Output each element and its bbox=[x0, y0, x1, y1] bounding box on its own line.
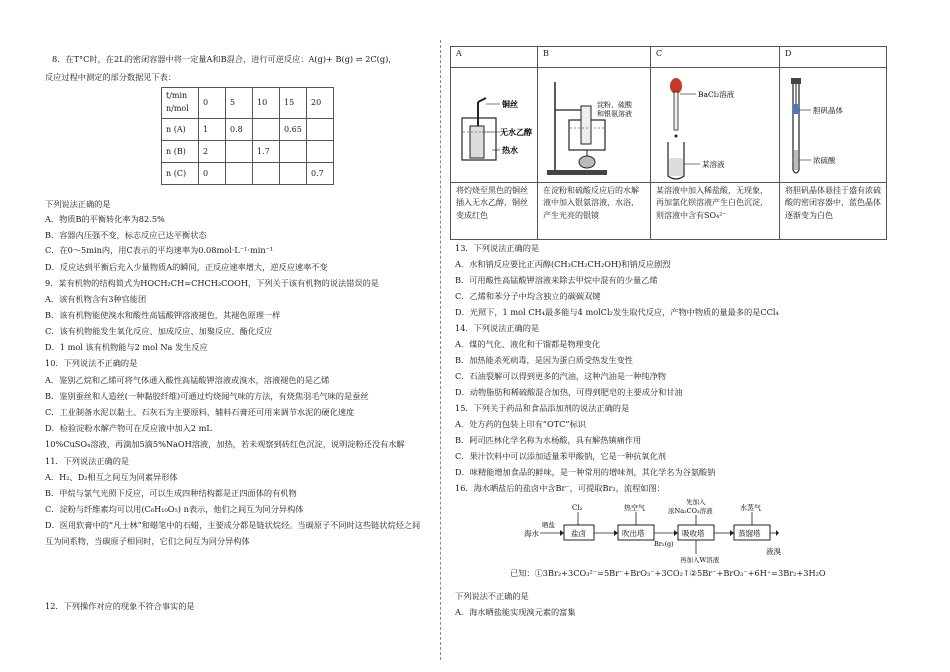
q10-option-b: B．鉴别蚕丝和人造丝(一种黏胶纤维)可通过灼烧闻气味的方法，有烧焦羽毛气味的是蚕丝 bbox=[45, 391, 369, 401]
flow-under-label: 再加入W溶液 bbox=[680, 556, 720, 564]
q9-option-c: C．该有机物能发生氧化反应、加成反应、加聚反应、酯化反应 bbox=[45, 326, 273, 336]
table-cell bbox=[280, 141, 307, 163]
exp-label-b: B bbox=[538, 47, 651, 68]
flow-input: 先加入 bbox=[686, 498, 706, 506]
q10-stem: 10．下列说法不正确的是 bbox=[45, 358, 138, 368]
q11-option-d-cont: 互为同系物，当碳原子相同时，它们之间互为同分异构体 bbox=[45, 536, 250, 546]
table-row bbox=[162, 141, 334, 163]
q8-data-table bbox=[161, 87, 334, 185]
q11-option-a: A．H₂、D₂相互之间互为同素异形体 bbox=[45, 472, 178, 482]
table-cell: 1.7 bbox=[253, 141, 280, 163]
apparatus-label: 热水 bbox=[502, 145, 518, 155]
q9-option-b: B．该有机物能使溴水和酸性高锰酸钾溶液褪色，其褪色原理一样 bbox=[45, 310, 281, 320]
table-cell: 0.8 bbox=[226, 119, 253, 141]
time-header: 10 bbox=[253, 88, 280, 119]
q13-option-a: A．水和钠反应要比正丙醇(CH₃CH₂CH₂OH)和钠反应剧烈 bbox=[455, 259, 671, 269]
time-header: 5 bbox=[226, 88, 253, 119]
flow-source: 海水 bbox=[524, 529, 539, 538]
q13-option-b: B．可用酸性高锰酸钾溶液来除去甲烷中混有的少量乙烯 bbox=[455, 275, 658, 285]
bromine-process-flowchart bbox=[520, 498, 790, 566]
q11-option-c: C．淀粉与纤维素均可以用(C₆H₁₀O₅) n表示，他们之间互为同分异构体 bbox=[45, 504, 304, 514]
q13-stem: 13．下列说法正确的是 bbox=[455, 243, 540, 253]
table-row bbox=[162, 163, 334, 185]
left-column bbox=[0, 0, 440, 672]
q16-stem2: 下列说法不正确的是 bbox=[455, 591, 529, 601]
q8-intro2: 反应过程中测定的部分数据见下表： bbox=[45, 72, 177, 82]
table-cell bbox=[226, 141, 253, 163]
time-header: 0 bbox=[199, 88, 226, 119]
flow-input: 热空气 bbox=[624, 504, 645, 512]
q9-option-a: A．该有机物含有3种官能团 bbox=[45, 294, 147, 304]
time-header: 15 bbox=[280, 88, 307, 119]
exp-desc-a: 将灼烧至黑色的铜丝插入无水乙醇，铜丝变成红色 bbox=[451, 183, 538, 240]
q8-option-d: D．反应达到平衡后充入少量物质A的瞬间，正反应速率增大，逆反应速率不变 bbox=[45, 262, 328, 272]
apparatus-label: BaCl₂溶液 bbox=[698, 90, 735, 99]
q14-option-c: C．石油裂解可以得到更多的汽油，这种汽油是一种纯净物 bbox=[455, 371, 666, 381]
q14-option-d: D．动物脂肪和稀硫酸混合加热，可得到肥皂的主要成分和甘油 bbox=[455, 387, 683, 397]
table-cell: 0.7 bbox=[307, 163, 334, 185]
exp-label-c: C bbox=[651, 47, 780, 68]
q8-intro: 8．在T°C时，在2L的密闭容器中将一定量A和B混合，进行可逆反应：A(g)+ B(g) ⇌ 2C(g)， bbox=[52, 54, 397, 64]
table-cell bbox=[280, 163, 307, 185]
flow-step-label: 盐卤 bbox=[571, 529, 586, 538]
q14-stem: 14．下列说法正确的是 bbox=[455, 323, 540, 333]
exp-label-a: A bbox=[451, 47, 538, 68]
q15-option-a: A．处方药的包装上印有“OTC”标识 bbox=[455, 419, 586, 429]
flow-under-label: Br₂(g) bbox=[654, 540, 674, 548]
q10-option-a: A．鉴别乙烷和乙烯可将气体通入酸性高锰酸钾溶液或溴水，溶液褪色的是乙烯 bbox=[45, 375, 330, 385]
table-cell bbox=[253, 163, 280, 185]
column-divider bbox=[440, 40, 441, 660]
flow-step-label: 吸收塔 bbox=[682, 529, 705, 538]
table-cell: 2 bbox=[199, 141, 226, 163]
apparatus-label: 淀粉、硫酸 bbox=[597, 101, 632, 109]
q11-option-d: D．医用软膏中的“凡士林”和蜡笔中的石蜡，主要成分都是链状烷烃。当碳原子不同时这些链状烷烃之间 bbox=[45, 520, 421, 530]
q14-option-a: A．煤的气化、液化和干馏都是物理变化 bbox=[455, 339, 601, 349]
flow-after-source: 晒盐 bbox=[542, 521, 555, 529]
q12-stem: 12．下列操作对应的现象不符合事实的是 bbox=[45, 601, 195, 611]
table-cell: 1 bbox=[199, 119, 226, 141]
table-cell bbox=[307, 141, 334, 163]
corner-bottom: n/mol bbox=[166, 104, 189, 113]
q13-option-d: D．光照下，1 mol CH₄最多能与4 molCl₂发生取代反应，产物中物质的量最多的是CCl₄ bbox=[455, 307, 779, 317]
q9-option-d: D．1 mol 该有机物能与2 mol Na 发生反应 bbox=[45, 342, 208, 352]
apparatus-label: 铜丝 bbox=[502, 99, 518, 109]
q15-option-d: D．味精能增加食品的鲜味，是一种常用的增味剂，其化学名为谷氨酸钠 bbox=[455, 467, 716, 477]
table-cell: 0 bbox=[199, 163, 226, 185]
table-cell: 0.65 bbox=[280, 119, 307, 141]
row-label: n (B) bbox=[162, 141, 199, 163]
q8-option-a: A．物质B的平衡转化率为82.5% bbox=[45, 214, 165, 224]
q10-option-c: C．工业制备水泥以黏土、石灰石为主要原料，辅料石膏还可用来调节水泥的硬化速度 bbox=[45, 407, 355, 417]
table-row bbox=[162, 88, 334, 119]
flow-step-label: 吹出塔 bbox=[622, 529, 645, 538]
flow-step-product: 液溴 bbox=[766, 547, 781, 556]
flow-input: 水蒸气 bbox=[740, 504, 761, 512]
exp-label-d: D bbox=[780, 47, 887, 68]
q8-stem: 下列说法正确的是 bbox=[45, 199, 111, 209]
row-label: n (A) bbox=[162, 119, 199, 141]
time-header: 20 bbox=[307, 88, 334, 119]
table-row bbox=[162, 119, 334, 141]
exp-desc-d: 将胆矾晶体悬挂于盛有浓硫酸的密闭容器中，蓝色晶体逐渐变为白色 bbox=[780, 183, 887, 240]
q9-stem: 9．某有机物的结构简式为HOCH₂CH=CHCH₂COOH，下列关于该有机物的说法错误的是 bbox=[45, 278, 379, 288]
apparatus-label: 某溶液 bbox=[702, 160, 725, 169]
row-label: n (C) bbox=[162, 163, 199, 185]
flow-step-label: 蒸馏塔 bbox=[738, 529, 761, 538]
q10-option-d-cont: 10%CuSO₄溶液，再滴加5滴5%NaOH溶液，加热，若未观察到砖红色沉淀，说明淀粉还没有水解 bbox=[45, 439, 405, 449]
q16-known-equations: 已知：①3Br₂+3CO₃²⁻=5Br⁻+BrO₃⁻+3CO₂↑②5Br⁻+BrO₃⁻+6H⁺=3Br₂+3H₂O bbox=[510, 568, 826, 578]
table-cell bbox=[226, 163, 253, 185]
q10-option-d: D．检验淀粉水解产物可在反应液中加入2 mL bbox=[45, 423, 212, 433]
table-cell bbox=[253, 119, 280, 141]
apparatus-label: 和银氨溶液 bbox=[597, 110, 632, 118]
q13-option-c: C．乙烯和苯分子中均含独立的碳碳双键 bbox=[455, 291, 601, 301]
q8-option-c: C．在0～5min内，用C表示的平均速率为0.08mol·L⁻¹·min⁻¹ bbox=[45, 245, 274, 255]
apparatus-label: 浓硫酸 bbox=[813, 156, 836, 165]
q11-stem: 11．下列说法正确的是 bbox=[45, 456, 130, 466]
exp-desc-b: 在淀粉和硫酸反应后的水解液中加入银氨溶液，水浴，产生光亮的银镜 bbox=[538, 183, 651, 240]
right-column bbox=[445, 0, 950, 672]
q16-stem: 16．海水晒盐后的盐卤中含Br⁻，可提取Br₂，流程如图： bbox=[455, 483, 665, 493]
apparatus-label: 胆矾晶体 bbox=[813, 106, 843, 115]
q15-option-c: C．果汁饮料中可以添加适量苯甲酸钠，它是一种抗氧化剂 bbox=[455, 451, 666, 461]
flow-input: 浓Na₂CO₃溶液 bbox=[668, 507, 713, 515]
q15-option-b: B．阿司匹林化学名称为水杨酸，具有解热镇痛作用 bbox=[455, 435, 642, 445]
flow-input: Cl₂ bbox=[572, 504, 583, 512]
q14-option-b: B．加热能杀死病毒，是因为蛋白质受热发生变性 bbox=[455, 355, 633, 365]
apparatus-label: 无水乙醇 bbox=[500, 127, 532, 137]
exp-desc-c: 某溶液中加入稀盐酸，无现象，再加氯化钡溶液产生白色沉淀，则溶液中含有SO₄²⁻ bbox=[651, 183, 780, 240]
q16-option-a: A．海水晒盐能实现溴元素的富集 bbox=[455, 607, 576, 617]
q11-option-b: B．甲烷与氯气光照下反应，可以生成四种结构都是正四面体的有机物 bbox=[45, 488, 297, 498]
table-cell bbox=[307, 119, 334, 141]
q8-option-b: B．容器内压强不变，标志反应已达平衡状态 bbox=[45, 230, 207, 240]
q15-stem: 15．下列关于药品和食品添加剂的说法正确的是 bbox=[455, 403, 630, 413]
corner-top: t/min bbox=[166, 91, 188, 101]
